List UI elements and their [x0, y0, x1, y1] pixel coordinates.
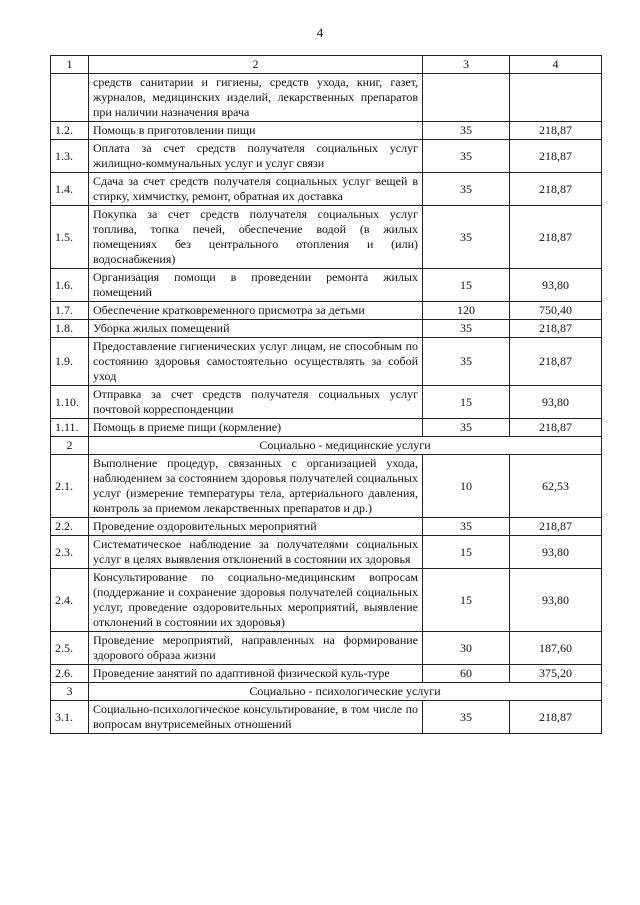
price-cell: 93,80 — [510, 569, 602, 632]
description-cell: Уборка жилых помещений — [89, 320, 423, 338]
time-cell: 15 — [423, 536, 510, 569]
description-cell: Проведение мероприятий, направленных на формирование здорового образа жизни — [89, 632, 423, 665]
description-cell: Оплата за счет средств получателя социальных услуг жилищно-коммунальных услуг и услуг связи — [89, 140, 423, 173]
header-cell: 1 — [51, 56, 89, 74]
section-number: 2 — [51, 437, 89, 455]
table-row — [51, 536, 602, 569]
price-cell: 187,60 — [510, 632, 602, 665]
time-cell: 120 — [423, 302, 510, 320]
price-cell — [510, 74, 602, 122]
table-row — [51, 269, 602, 302]
header-cell: 3 — [423, 56, 510, 74]
number-cell: 2.3. — [51, 536, 89, 569]
number-cell — [51, 74, 89, 122]
section-title: Социально - медицинские услуги — [89, 437, 602, 455]
description-cell: Сдача за счет средств получателя социальных услуг вещей в стирку, химчистку, ремонт, обратная их доставка — [89, 173, 423, 206]
price-cell: 93,80 — [510, 269, 602, 302]
table-row — [51, 569, 602, 632]
price-cell: 750,40 — [510, 302, 602, 320]
description-cell: Проведение занятий по адаптивной физической куль-туре — [89, 665, 423, 683]
description-cell: Выполнение процедур, связанных с организацией ухода, наблюдением за состоянием здоровья получателей социальных услуг (измерение температуры тела, артериального давления, контроль за приемом лекарственных препаратов и др.) — [89, 455, 423, 518]
number-cell: 2.1. — [51, 455, 89, 518]
time-cell: 35 — [423, 518, 510, 536]
description-cell: Консультирование по социально-медицинским вопросам (поддержание и сохранение здоровья получателей социальных услуг, проведение оздоровительных мероприятий, выявление отклонений в состоянии их здоровья) — [89, 569, 423, 632]
header-row — [51, 56, 602, 74]
header-cell: 2 — [89, 56, 423, 74]
description-cell: средств санитарии и гигиены, средств ухода, книг, газет, журналов, медицинских изделий, лекарственных препаратов при наличии назначения врача — [89, 74, 423, 122]
header-cell: 4 — [510, 56, 602, 74]
table-row — [51, 701, 602, 734]
number-cell: 1.3. — [51, 140, 89, 173]
time-cell — [423, 74, 510, 122]
price-cell: 218,87 — [510, 518, 602, 536]
number-cell: 1.8. — [51, 320, 89, 338]
time-cell: 15 — [423, 386, 510, 419]
time-cell: 35 — [423, 173, 510, 206]
time-cell: 30 — [423, 632, 510, 665]
time-cell: 35 — [423, 122, 510, 140]
section-row — [51, 683, 602, 701]
time-cell: 35 — [423, 206, 510, 269]
table-row — [51, 455, 602, 518]
time-cell: 15 — [423, 569, 510, 632]
number-cell: 3.1. — [51, 701, 89, 734]
time-cell: 35 — [423, 701, 510, 734]
table-row — [51, 173, 602, 206]
table-row — [51, 419, 602, 437]
description-cell: Социально-психологическое консультирование, в том числе по вопросам внутрисемейных отношений — [89, 701, 423, 734]
description-cell: Проведение оздоровительных мероприятий — [89, 518, 423, 536]
table-row — [51, 665, 602, 683]
price-cell: 218,87 — [510, 320, 602, 338]
price-cell: 218,87 — [510, 701, 602, 734]
price-cell: 375,20 — [510, 665, 602, 683]
table-row — [51, 122, 602, 140]
continuation-row — [51, 74, 602, 122]
description-cell: Предоставление гигиенических услуг лицам, не способным по состоянию здоровья самостоятельно осуществлять за собой уход — [89, 338, 423, 386]
section-row — [51, 437, 602, 455]
table-row — [51, 386, 602, 419]
table-row — [51, 518, 602, 536]
price-cell: 218,87 — [510, 140, 602, 173]
number-cell: 2.4. — [51, 569, 89, 632]
number-cell: 1.7. — [51, 302, 89, 320]
services-table — [50, 55, 602, 734]
description-cell: Отправка за счет средств получателя социальных услуг почтовой корреспонденции — [89, 386, 423, 419]
time-cell: 35 — [423, 338, 510, 386]
table-row — [51, 140, 602, 173]
number-cell: 1.4. — [51, 173, 89, 206]
time-cell: 35 — [423, 140, 510, 173]
time-cell: 10 — [423, 455, 510, 518]
number-cell: 1.9. — [51, 338, 89, 386]
number-cell: 2.2. — [51, 518, 89, 536]
description-cell: Помощь в приготовлении пищи — [89, 122, 423, 140]
page-number: 4 — [316, 25, 324, 40]
price-cell: 93,80 — [510, 536, 602, 569]
time-cell: 60 — [423, 665, 510, 683]
time-cell: 35 — [423, 419, 510, 437]
section-number: 3 — [51, 683, 89, 701]
description-cell: Организация помощи в проведении ремонта жилых помещений — [89, 269, 423, 302]
time-cell: 35 — [423, 320, 510, 338]
description-cell: Систематическое наблюдение за получателями социальных услуг в целях выявления отклонений в состоянии их здоровья — [89, 536, 423, 569]
table-row — [51, 632, 602, 665]
price-cell: 62,53 — [510, 455, 602, 518]
table-row — [51, 206, 602, 269]
table-row — [51, 302, 602, 320]
section-title: Социально - психологические услуги — [89, 683, 602, 701]
number-cell: 1.2. — [51, 122, 89, 140]
number-cell: 1.5. — [51, 206, 89, 269]
number-cell: 2.5. — [51, 632, 89, 665]
description-cell: Обеспечение кратковременного присмотра за детьми — [89, 302, 423, 320]
price-cell: 218,87 — [510, 206, 602, 269]
price-cell: 218,87 — [510, 338, 602, 386]
price-cell: 218,87 — [510, 173, 602, 206]
price-cell: 93,80 — [510, 386, 602, 419]
table-row — [51, 338, 602, 386]
number-cell: 1.10. — [51, 386, 89, 419]
table-row — [51, 320, 602, 338]
price-cell: 218,87 — [510, 419, 602, 437]
number-cell: 1.11. — [51, 419, 89, 437]
time-cell: 15 — [423, 269, 510, 302]
description-cell: Помощь в приеме пищи (кормление) — [89, 419, 423, 437]
number-cell: 2.6. — [51, 665, 89, 683]
number-cell: 1.6. — [51, 269, 89, 302]
description-cell: Покупка за счет средств получателя социальных услуг топлива, топка печей, обеспечение водой (в жилых помещениях без центрального отопления и (или) водоснабжения) — [89, 206, 423, 269]
price-cell: 218,87 — [510, 122, 602, 140]
